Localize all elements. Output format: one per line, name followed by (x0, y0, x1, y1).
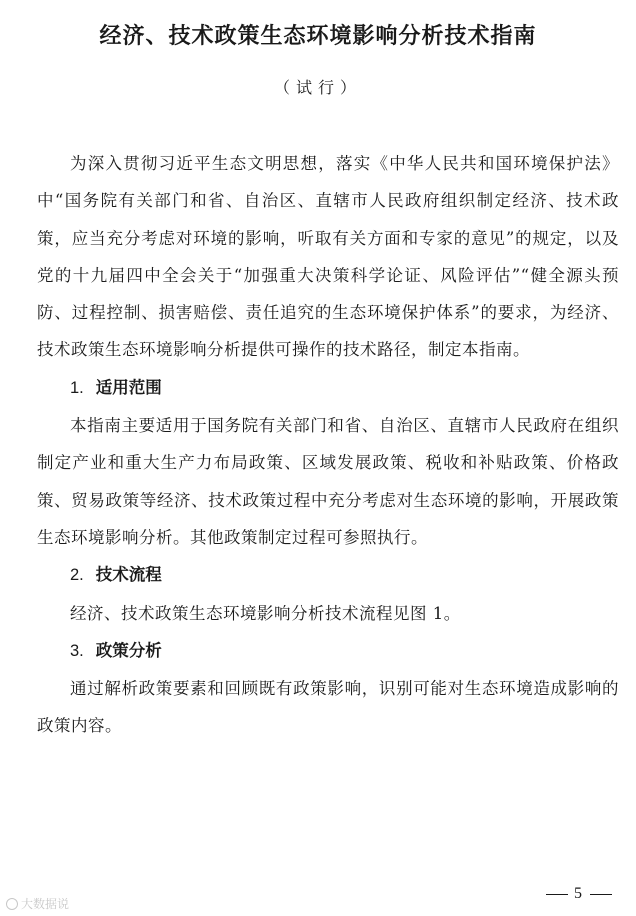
document-title: 经济、技术政策生态环境影响分析技术指南 (99, 24, 537, 49)
section-paragraph-2: 经济、技术政策生态环境影响分析技术流程见图 1。 (70, 603, 461, 623)
page-number-value: 5 (574, 885, 584, 902)
dash-left (546, 894, 568, 895)
section-title: 技术流程 (95, 565, 162, 585)
circle-logo-icon (6, 898, 18, 910)
document-subtitle: （试行） (273, 78, 362, 97)
section-title: 适用范围 (95, 377, 162, 397)
section-heading-2 (37, 556, 619, 594)
section-number: 2. (70, 566, 84, 585)
section-number: 1. (70, 378, 84, 397)
section-paragraph-1: 本指南主要适用于国务院有关部门和省、自治区、直辖市人民政府在组织制定产业和重大生产力布局政策、区域发展政策、税收和补贴政策、价格政策、贸易政策等经济、技术政策过程中充分考虑对生态环境的影响，开展政策生态环境影响分析。其他政策制定过程可参照执行。 (37, 416, 619, 547)
watermark (6, 895, 69, 912)
intro-paragraph: 为深入贯彻习近平生态文明思想，落实《中华人民共和国环境保护法》中“国务院有关部门和省、自治区、直辖市人民政府组织制定经济、技术政策，应当充分考虑对环境的影响，听取有关方面和专家的意见”的规定，以及党的十九届四中全会关于“加强重大决策科学论证、风险评估”“健全源头预防、过程控制、损害赔偿、责任追究的生态环境保护体系”的要求，为经济、技术政策生态环境影响分析提供可操作的技术路径，制定本指南。 (37, 154, 619, 360)
section-paragraph-3: 通过解析政策要素和回顾既有政策影响，识别可能对生态环境造成影响的政策内容。 (37, 679, 619, 736)
watermark-text: 大数据说 (21, 897, 70, 911)
dash-right (590, 894, 612, 895)
section-heading-1 (37, 369, 619, 407)
page-number (540, 885, 618, 903)
section-title: 政策分析 (95, 640, 162, 660)
section-number: 3. (70, 641, 84, 660)
section-heading-3 (37, 632, 619, 670)
document-body (37, 145, 619, 745)
